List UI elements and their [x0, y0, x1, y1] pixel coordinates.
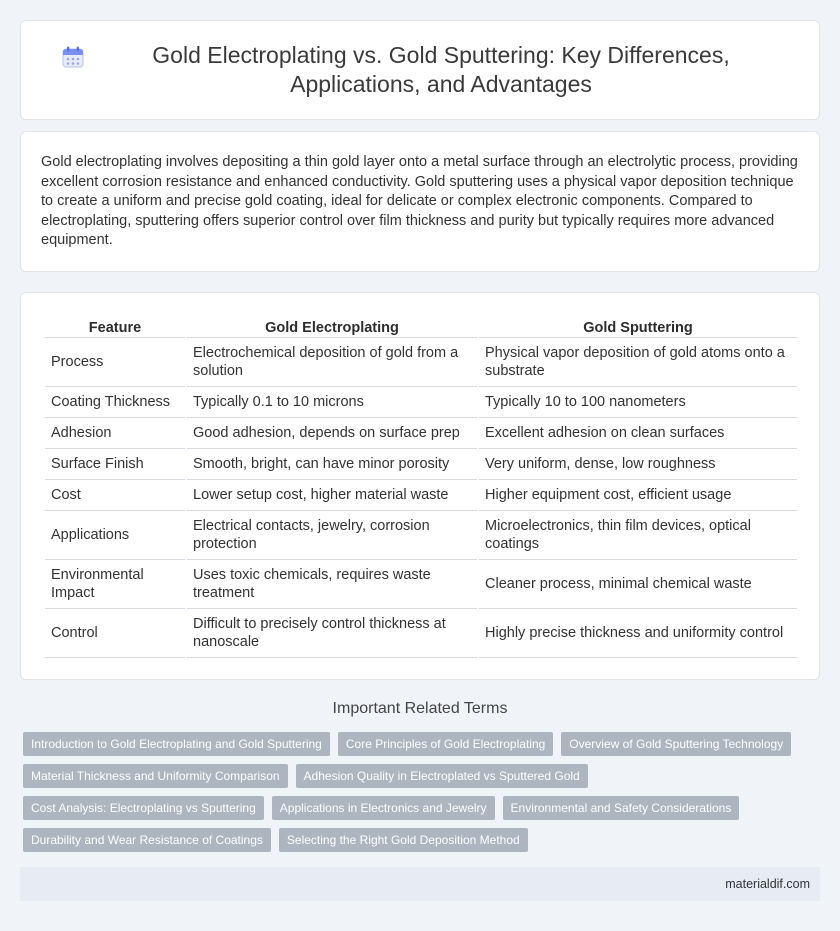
related-term-tag[interactable]: Selecting the Right Gold Deposition Method: [279, 828, 528, 852]
row-electroplating: Typically 0.1 to 10 microns: [187, 387, 477, 418]
table-row: [45, 449, 797, 480]
related-term-tag[interactable]: Durability and Wear Resistance of Coatings: [23, 828, 271, 852]
comparison-table: [43, 313, 799, 658]
row-sputtering: Highly precise thickness and uniformity control: [479, 609, 797, 658]
related-term-tag[interactable]: Environmental and Safety Considerations: [503, 796, 740, 820]
table-row: [45, 609, 797, 658]
intro-paragraph: Gold electroplating involves depositing a thin gold layer onto a metal surface through an electrolytic process, providing excellent corrosion resistance and enhanced conductivity. Gold sputtering uses a physical vapor deposition technique to create a uniform and precise gold coating, ideal for delicate or complex electronic components. Compared to electroplating, sputtering offers superior control over film thickness and purity but typically requires more advanced equipment.: [41, 154, 798, 248]
table-row: [45, 338, 797, 387]
table-row: [45, 418, 797, 449]
related-terms-heading: Important Related Terms: [332, 700, 508, 717]
related-term-tag[interactable]: Core Principles of Gold Electroplating: [338, 732, 553, 756]
table-row: [45, 511, 797, 560]
row-electroplating: Lower setup cost, higher material waste: [187, 480, 477, 511]
header-electroplating: Gold Electroplating: [187, 313, 477, 338]
intro-card: [20, 131, 820, 272]
title-card: [20, 20, 820, 120]
table-row: [45, 480, 797, 511]
related-term-tag[interactable]: Adhesion Quality in Electroplated vs Sputtered Gold: [296, 764, 588, 788]
row-feature: Environmental Impact: [45, 560, 185, 609]
related-terms-list: [23, 732, 823, 852]
row-sputtering: Higher equipment cost, efficient usage: [479, 480, 797, 511]
calendar-icon: [61, 45, 85, 69]
header-feature: Feature: [45, 313, 185, 338]
row-electroplating: Good adhesion, depends on surface prep: [187, 418, 477, 449]
row-electroplating: Uses toxic chemicals, requires waste treatment: [187, 560, 477, 609]
footer: [20, 867, 820, 901]
row-sputtering: Typically 10 to 100 nanometers: [479, 387, 797, 418]
row-sputtering: Excellent adhesion on clean surfaces: [479, 418, 797, 449]
row-sputtering: Microelectronics, thin film devices, optical coatings: [479, 511, 797, 560]
comparison-table-card: [20, 292, 820, 680]
header-sputtering: Gold Sputtering: [479, 313, 797, 338]
row-electroplating: Difficult to precisely control thickness at nanoscale: [187, 609, 477, 658]
row-feature: Process: [45, 338, 185, 387]
row-feature: Applications: [45, 511, 185, 560]
row-electroplating: Smooth, bright, can have minor porosity: [187, 449, 477, 480]
related-term-tag[interactable]: Material Thickness and Uniformity Comparison: [23, 764, 288, 788]
table-header-row: [45, 313, 797, 338]
row-feature: Cost: [45, 480, 185, 511]
row-feature: Control: [45, 609, 185, 658]
row-sputtering: Cleaner process, minimal chemical waste: [479, 560, 797, 609]
row-sputtering: Very uniform, dense, low roughness: [479, 449, 797, 480]
row-feature: Surface Finish: [45, 449, 185, 480]
related-term-tag[interactable]: Cost Analysis: Electroplating vs Sputtering: [23, 796, 264, 820]
row-feature: Adhesion: [45, 418, 185, 449]
related-term-tag[interactable]: Overview of Gold Sputtering Technology: [561, 732, 791, 756]
row-feature: Coating Thickness: [45, 387, 185, 418]
row-electroplating: Electrical contacts, jewelry, corrosion protection: [187, 511, 477, 560]
table-row: [45, 560, 797, 609]
row-electroplating: Electrochemical deposition of gold from a solution: [187, 338, 477, 387]
page-title: Gold Electroplating vs. Gold Sputtering: Key Differences, Applications, and Advantages: [152, 42, 730, 97]
footer-site-link[interactable]: materialdif.com: [725, 877, 810, 891]
row-sputtering: Physical vapor deposition of gold atoms onto a substrate: [479, 338, 797, 387]
related-term-tag[interactable]: Introduction to Gold Electroplating and Gold Sputtering: [23, 732, 330, 756]
related-term-tag[interactable]: Applications in Electronics and Jewelry: [272, 796, 495, 820]
table-row: [45, 387, 797, 418]
